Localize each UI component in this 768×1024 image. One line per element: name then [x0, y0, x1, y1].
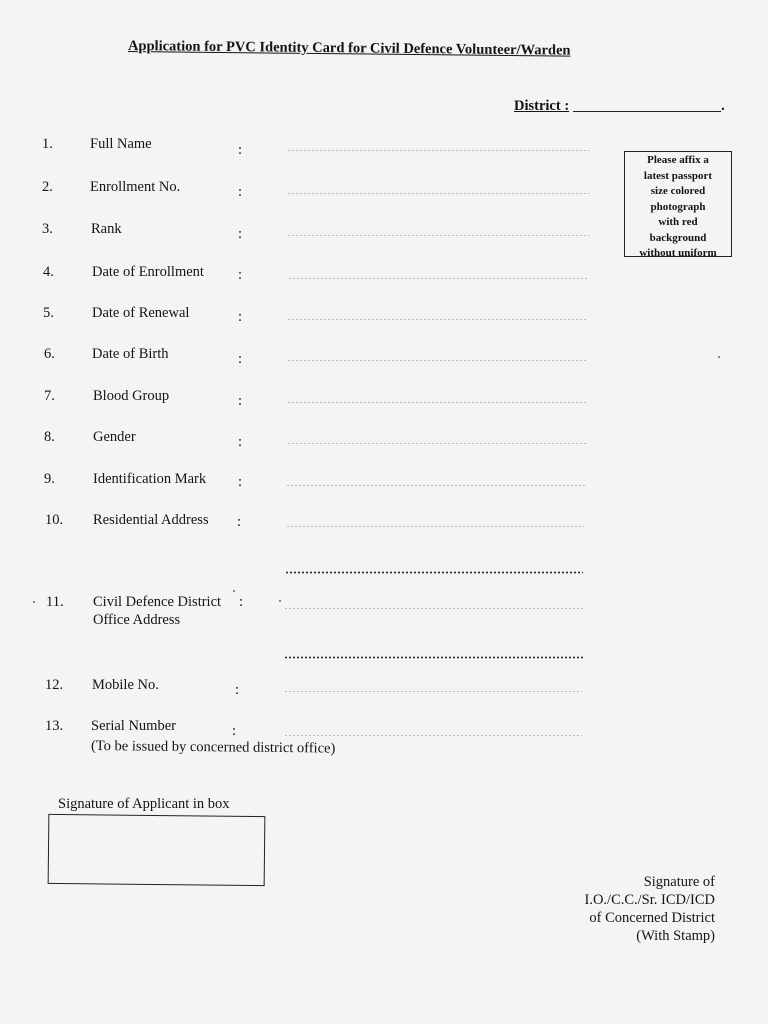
field-label: Date of Birth	[92, 346, 169, 362]
scan-speck	[279, 600, 281, 602]
field-colon: :	[238, 434, 243, 450]
residential-address-line-1[interactable]	[286, 526, 584, 527]
field-number: 9.	[44, 471, 55, 487]
field-label: Date of Renewal	[92, 305, 190, 321]
field-colon: :	[238, 309, 243, 325]
photo-placeholder-box[interactable]	[624, 151, 732, 257]
field-label: Civil Defence District	[93, 594, 222, 610]
field-label: Blood Group	[93, 388, 170, 404]
field-colon: :	[238, 142, 243, 158]
blood-group-line[interactable]	[287, 402, 587, 403]
photo-instruction-line: without uniform	[639, 247, 717, 259]
field-colon: :	[238, 351, 243, 367]
field-label: Identification Mark	[93, 471, 207, 487]
field-colon: :	[238, 226, 243, 242]
date-of-birth-line[interactable]	[287, 360, 587, 361]
applicant-signature-box[interactable]	[48, 814, 266, 886]
field-colon: :	[238, 267, 243, 283]
form-title: Application for PVC Identity Card for Civil Defence Volunteer/Warden	[127, 38, 571, 59]
officer-signature-line: (With Stamp)	[636, 928, 715, 944]
field-number: 3.	[42, 221, 53, 237]
field-label: Residential Address	[93, 512, 209, 528]
field-colon: :	[238, 393, 243, 409]
field-number: 5.	[43, 305, 54, 321]
scan-speck	[233, 590, 235, 592]
residential-address-line-2[interactable]	[285, 571, 583, 574]
date-of-enrollment-line[interactable]	[288, 278, 588, 279]
field-label: Full Name	[90, 136, 152, 152]
field-number: 13.	[45, 718, 64, 734]
serial-number-line[interactable]	[284, 735, 582, 736]
field-colon: :	[239, 594, 244, 610]
field-number: 4.	[43, 264, 54, 280]
field-label: Enrollment No.	[90, 179, 181, 195]
mobile-no-line[interactable]	[284, 691, 582, 692]
district-label: District :	[514, 98, 570, 114]
field-label-continued: Office Address	[93, 612, 181, 628]
serial-number-note: (To be issued by concerned district office)	[90, 738, 336, 757]
photo-instruction-line: Please affix a	[647, 154, 709, 166]
field-label: Mobile No.	[92, 677, 159, 693]
officer-signature-line: of Concerned District	[589, 910, 715, 926]
officer-signature-line: Signature of	[643, 874, 715, 890]
field-colon: :	[238, 184, 243, 200]
field-label: Gender	[93, 429, 136, 445]
district-field	[514, 98, 725, 115]
photo-instruction-line: photograph	[650, 200, 706, 213]
field-colon: :	[232, 723, 237, 739]
field-number: 6.	[44, 346, 55, 362]
field-colon: :	[235, 682, 240, 698]
scan-speck	[718, 356, 720, 358]
field-number: 11.	[46, 594, 64, 610]
enrollment-no-line[interactable]	[287, 193, 589, 194]
scan-speck	[33, 601, 35, 603]
applicant-signature-label: Signature of Applicant in box	[58, 796, 230, 812]
officer-signature-block	[540, 873, 715, 945]
officer-signature-line: I.O./C.C./Sr. ICD/ICD	[584, 892, 715, 908]
field-colon: :	[237, 514, 242, 530]
identification-mark-line[interactable]	[286, 485, 585, 486]
photo-instruction-line: with red	[658, 216, 698, 228]
district-end-mark: .	[721, 98, 725, 114]
field-number: 10.	[45, 512, 64, 528]
field-colon: :	[238, 474, 243, 490]
district-input-line[interactable]	[573, 111, 721, 112]
office-address-line-1[interactable]	[284, 608, 583, 609]
photo-instruction-line: background	[649, 231, 707, 244]
field-label: Serial Number	[91, 718, 176, 734]
gender-line[interactable]	[287, 443, 586, 444]
field-number: 7.	[44, 388, 55, 404]
date-of-renewal-line[interactable]	[287, 319, 587, 320]
field-label: Date of Enrollment	[92, 264, 204, 280]
rank-line[interactable]	[287, 235, 589, 236]
field-number: 1.	[42, 136, 53, 152]
field-number: 2.	[42, 179, 53, 195]
field-number: 12.	[45, 677, 64, 693]
photo-instruction-line: size colored	[650, 185, 706, 197]
photo-instruction-line: latest passport	[643, 169, 713, 182]
field-label: Rank	[91, 221, 122, 237]
field-number: 8.	[44, 429, 55, 445]
full-name-line[interactable]	[287, 150, 589, 151]
office-address-line-2[interactable]	[284, 656, 583, 659]
